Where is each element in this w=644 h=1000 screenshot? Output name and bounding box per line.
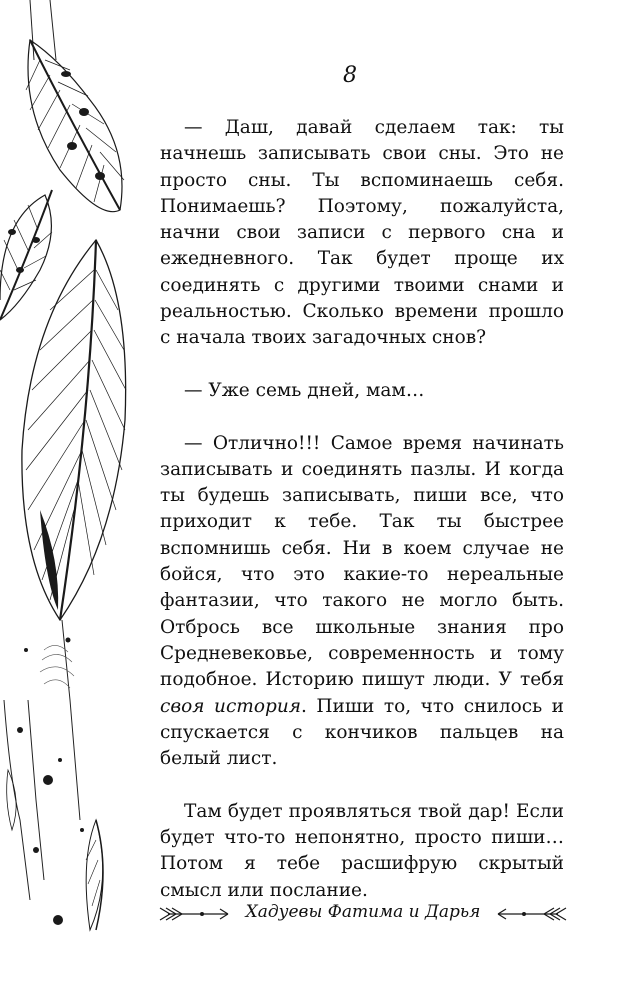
paragraph: — Даш, давай сделаем так: ты начнешь записывать свои сны. Это не просто сны. Ты вспоминаешь себя. Понимаешь? Поэтому, пожалуйста, начни свои записи с первого сна и ежедневного. Так будет проще их соединять с другими твоими снами и реальностью. Сколько времени прошло с начала твоих загадочных снов? [160,117,564,349]
page-footer [158,898,568,930]
feather-top [26,40,124,212]
page-number: 8 [343,63,357,88]
italic-phrase: своя история [160,695,301,717]
feather-large [22,240,126,620]
feather-middle [0,190,52,320]
paragraph: — Уже семь дней, мам… [184,379,425,401]
feather-tuft [40,645,74,688]
footer-author: Хадуевы Фатима и Дарья [245,902,481,922]
paragraph [160,431,564,773]
feather-bottom [7,770,103,930]
body-text [160,115,564,904]
paragraph-text: . Пиши то, что снилось и спускается с кончиков пальцев на белый лист. [160,695,564,770]
paragraph: Там будет проявляться твой дар! Если будет что-то непонятно, просто пиши… Потом я тебе расшифрую скрытый смысл или послание. [160,800,564,901]
paragraph-text: — Отлично!!! Самое время начинать записывать и соединять пазлы. И когда ты будешь записывать, пиши все, что приходит к тебе. Так ты быстрее вспомнишь себя. Ни в коем случае не бойся, что это какие-то нереальные фантазии, что такого не могло быть. Отбрось все школьные знания про Средневековье, современность и тому подобное. Историю пишут люди. У тебя [160,432,564,691]
arrow-ornament-icon [488,904,568,924]
feathers-illustration [0,0,150,1000]
